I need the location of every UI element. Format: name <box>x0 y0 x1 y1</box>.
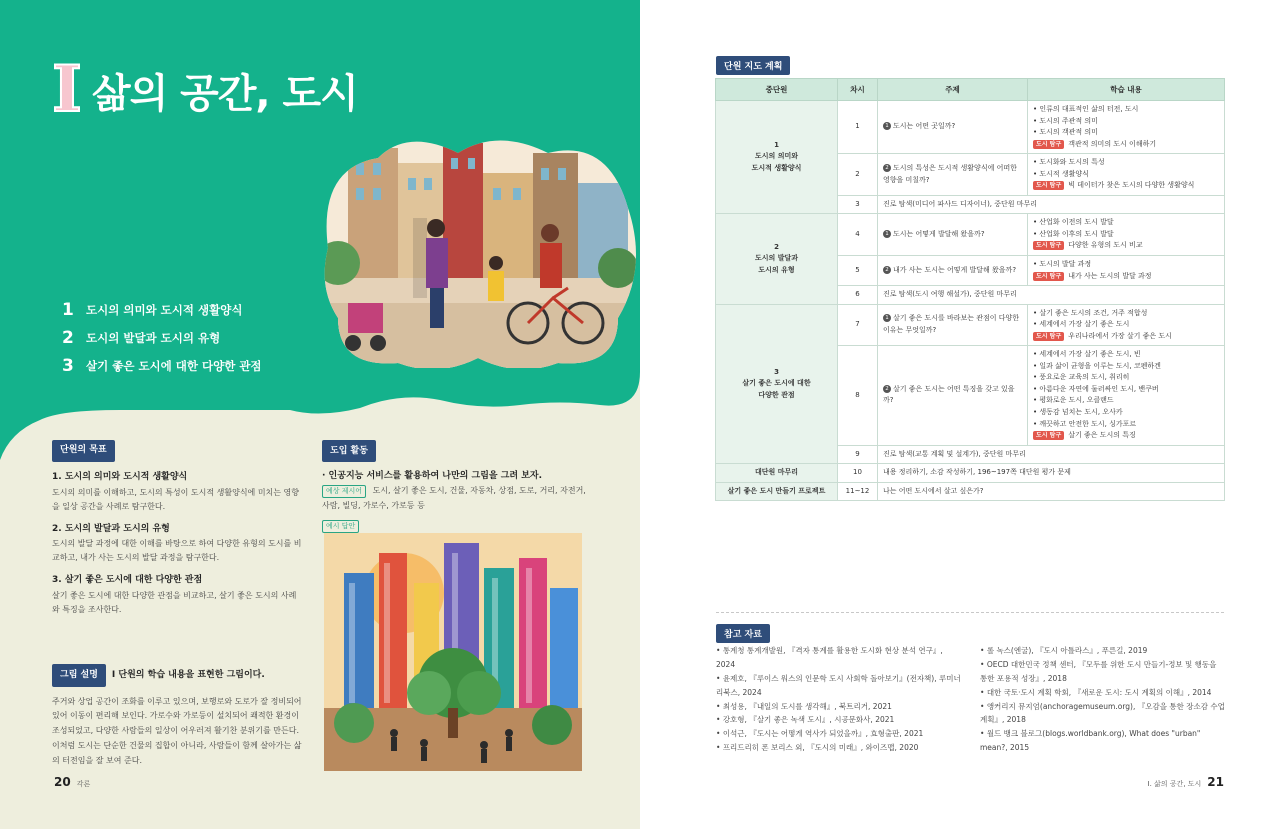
reference-item: • 프리드리히 폰 보리스 외, 『도시의 미래』, 와이즈맵, 2020 <box>716 741 962 755</box>
content-line: • 일과 삶이 균형을 이루는 도시, 코펜하겐 <box>1033 361 1161 370</box>
chapter-label: 도시의 발달과 도시의 유형 <box>86 331 221 345</box>
span-cell: 나는 어떤 도시에서 살고 싶은가? <box>878 482 1225 501</box>
chapter-label: 도시의 의미와 도시적 생활양식 <box>86 303 243 317</box>
explore-text: 살기 좋은 도시의 특징 <box>1068 431 1136 440</box>
unit-name-cell <box>716 304 838 464</box>
plan-tag: 단원 지도 계획 <box>716 56 790 75</box>
topic-text: 내가 사는 도시는 어떻게 발달해 왔을까? <box>893 265 1017 274</box>
right-page <box>640 0 1280 829</box>
content-line: • 생동감 넘치는 도시, 오사카 <box>1033 408 1123 417</box>
chapter-list <box>62 300 262 384</box>
section-divider <box>716 612 1224 613</box>
table-header: 주제 <box>878 79 1028 101</box>
reference-item: • OECD 대한민국 정책 센터, 『모두를 위한 도시 만들기-정보 및 행동을 통한 포용적 성장』, 2018 <box>980 658 1226 686</box>
unit-name-line: 도시의 발달과 <box>754 254 798 263</box>
period-cell: 9 <box>838 445 878 464</box>
content-line: • 세계에서 가장 살기 좋은 도시, 빈 <box>1033 350 1141 359</box>
question-number-icon: 1 <box>883 314 891 322</box>
page-label: I. 삶의 공간, 도시 <box>1147 780 1202 788</box>
span-cell: 진로 탐색(도시 여행 해설가), 중단원 마무리 <box>878 286 1225 305</box>
answer-tag: 예시 답안 <box>322 520 359 533</box>
unit-title-text: 삶의 공간, 도시 <box>91 70 358 117</box>
explore-badge: 도시 탐구 <box>1033 332 1064 341</box>
explore-text: 빅 데이터가 찾은 도시의 다양한 생활양식 <box>1068 181 1195 190</box>
table-row <box>716 214 1225 256</box>
period-cell: 7 <box>838 304 878 346</box>
explore-text: 우리나라에서 가장 살기 좋은 도시 <box>1068 331 1172 340</box>
topic-text: 살기 좋은 도시를 바라보는 관점이 다양한 이유는 무엇일까? <box>883 314 1020 334</box>
content-line: • 도시의 발달 과정 <box>1033 260 1092 269</box>
reference-item: • 윤제호, 『루이스 워스의 인문학 도시 사회학 돌아보기』(전자책), 루미너리북스, 2024 <box>716 672 962 700</box>
content-cell <box>1028 154 1225 196</box>
reference-item: • 앵커리지 뮤지엄(anchoragemuseum.org), 『오감을 통한 장소감 수업 계획』, 2018 <box>980 700 1226 728</box>
topic-cell <box>878 346 1028 445</box>
unit-name-line: 2 <box>774 242 779 251</box>
explore-badge: 도시 탐구 <box>1033 241 1064 250</box>
reference-item: • 월드 뱅크 블로그(blogs.worldbank.org), What does "urban" mean?, 2015 <box>980 727 1226 755</box>
period-cell: 4 <box>838 214 878 256</box>
table-header: 중단원 <box>716 79 838 101</box>
goals-tag: 단원의 목표 <box>52 440 115 462</box>
table-row <box>716 464 1225 483</box>
unit-name-line: 도시의 유형 <box>758 265 795 274</box>
keyword-tag: 예상 제시어 <box>322 485 366 498</box>
content-line: • 풍요로운 교육의 도시, 취리히 <box>1033 373 1130 382</box>
explore-badge: 도시 탐구 <box>1033 431 1064 440</box>
unit-name-line: 살기 좋은 도시에 대한 <box>742 379 811 388</box>
unit-name-cell <box>716 214 838 304</box>
page-number-right <box>1148 775 1224 789</box>
table-header: 학습 내용 <box>1028 79 1225 101</box>
unit-name-line: 도시적 생활양식 <box>751 163 802 172</box>
goal-title: 2. 도시의 발달과 도시의 유형 <box>52 523 170 534</box>
goal-body: 도시의 의미를 이해하고, 도시의 특성이 도시적 생활양식에 미치는 영향을 일상 공간을 사례로 탐구한다. <box>52 487 299 511</box>
table-row <box>716 482 1225 501</box>
chapter-number: 1 <box>62 300 74 320</box>
ai-city-image <box>324 533 582 771</box>
figure-description <box>52 664 302 769</box>
chapter-number: 3 <box>62 356 74 376</box>
topic-cell <box>878 101 1028 154</box>
chapter-item[interactable] <box>62 300 262 320</box>
chapter-item[interactable] <box>62 328 262 348</box>
content-line: • 아름다운 자연에 둘러싸인 도시, 밴쿠버 <box>1033 384 1159 393</box>
unit-name-cell <box>716 101 838 214</box>
content-line: • 산업화 이후의 도시 발달 <box>1033 229 1114 238</box>
content-cell <box>1028 256 1225 286</box>
question-number-icon: 1 <box>883 230 891 238</box>
reference-list-right <box>980 644 1226 755</box>
content-line: • 인류의 대표적인 삶의 터전, 도시 <box>1033 105 1139 113</box>
unit-plan-table <box>715 78 1225 501</box>
explore-text: 객관적 의미의 도시 이해하기 <box>1068 139 1157 148</box>
period-cell: 8 <box>838 346 878 445</box>
explore-text: 다양한 유형의 도시 비교 <box>1068 241 1143 250</box>
topic-text: 도시의 특성은 도시적 생활양식에 어떠한 영향을 미칠까? <box>883 163 1017 184</box>
topic-text: 살기 좋은 도시는 어떤 특징을 갖고 있을까? <box>883 384 1015 405</box>
content-line: • 도시적 생활양식 <box>1033 169 1089 178</box>
period-cell: 11~12 <box>838 482 878 501</box>
content-line: • 산업화 이전의 도시 발달 <box>1033 218 1114 227</box>
content-line: • 도시화와 도시의 특성 <box>1033 158 1105 167</box>
page-number-value: 20 <box>54 775 71 789</box>
content-line: • 도시의 객관적 의미 <box>1033 128 1098 137</box>
page-number-left <box>54 775 90 789</box>
content-line: • 살기 좋은 도시의 조건, 거주 적합성 <box>1033 308 1148 317</box>
reference-item: • 최성용, 『내일의 도시를 생각해』, 북트리거, 2021 <box>716 700 962 714</box>
figure-tag: 그림 설명 <box>52 664 106 687</box>
reference-item: • 통계청 통계개발원, 『격자 통계를 활용한 도시화 현상 분석 연구』, 2024 <box>716 644 962 672</box>
table-header-row <box>716 79 1225 101</box>
reference-list-left <box>716 644 962 755</box>
goal-title: 3. 살기 좋은 도시에 대한 다양한 관점 <box>52 575 203 586</box>
goal-title: 1. 도시의 의미와 도시적 생활양식 <box>52 471 188 482</box>
figure-caption: I 단원의 학습 내용을 표현한 그림이다. <box>111 670 265 680</box>
topic-cell <box>878 154 1028 196</box>
table-header: 차시 <box>838 79 878 101</box>
table-row <box>716 304 1225 346</box>
explore-badge: 도시 탐구 <box>1033 140 1064 149</box>
explore-text: 내가 사는 도시의 발달 과정 <box>1068 271 1152 280</box>
references <box>716 644 1226 755</box>
figure-body: 주거와 상업 공간이 조화를 이루고 있으며, 보행로와 도로가 잘 정비되어 있어 이동이 편리해 보인다. 가로수와 가로등이 설치되어 쾌적한 환경이 조성되었고, 다양한 사람들의 일상이 어우러져 활기찬 분위기를 만든다. 이처럼 도시는 단순한 건물의 집합이 아니라, 사람들이 함께 살아가는 삶의 터전임을 잘 보여 준다. <box>52 696 302 765</box>
period-cell: 5 <box>838 256 878 286</box>
topic-cell <box>878 304 1028 346</box>
intro-bullet: · 인공지능 서비스를 활용하여 나만의 그림을 그려 보자. <box>322 471 543 482</box>
period-cell: 2 <box>838 154 878 196</box>
period-cell: 1 <box>838 101 878 154</box>
content-cell <box>1028 101 1225 154</box>
question-number-icon: 2 <box>883 164 891 172</box>
content-line: • 세계에서 가장 살기 좋은 도시 <box>1033 320 1130 329</box>
content-cell <box>1028 214 1225 256</box>
unit-name-cell: 살기 좋은 도시 만들기 프로젝트 <box>716 482 838 501</box>
unit-name-line: 3 <box>774 367 779 376</box>
reference-item: • 대한 국토·도시 계획 학회, 『새로운 도시: 도시 계획의 이해』, 2014 <box>980 686 1226 700</box>
question-number-icon: 2 <box>883 385 891 393</box>
question-number-icon: 2 <box>883 266 891 274</box>
keyword-list: 도시, 살기 좋은 도시, 건물, 자동차, 상점, 도로, 거리, 자전거, 사람, 빌딩, 가로수, 가로등 등 <box>322 486 586 510</box>
topic-cell <box>878 214 1028 256</box>
span-cell: 진로 탐색(미디어 파사드 디자이너), 중단원 마무리 <box>878 195 1225 214</box>
content-cell <box>1028 346 1225 445</box>
content-cell <box>1028 304 1225 346</box>
content-line: • 평화로운 도시, 오클랜드 <box>1033 396 1114 405</box>
unit-name-line: 도시의 의미와 <box>754 152 798 161</box>
question-number-icon: 1 <box>883 122 891 130</box>
chapter-number: 2 <box>62 328 74 348</box>
unit-title <box>52 52 358 127</box>
content-line: • 도시의 주관적 의미 <box>1033 116 1098 125</box>
chapter-item[interactable] <box>62 356 262 376</box>
unit-goals <box>52 440 302 617</box>
page-number-value: 21 <box>1207 775 1224 789</box>
references-tag: 참고 자료 <box>716 624 770 643</box>
reference-item: • 이석근, 『도시는 어떻게 역사가 되었을까』, 효형출판, 2021 <box>716 727 962 741</box>
reference-item: • 강호형, 『살기 좋은 녹색 도시』, 시공문화사, 2021 <box>716 713 962 727</box>
intro-activity <box>322 440 587 534</box>
unit-name-line: 1 <box>774 140 779 149</box>
unit-name-line: 다양한 관점 <box>758 390 795 399</box>
unit-numeral: I <box>52 52 82 127</box>
chapter-label: 살기 좋은 도시에 대한 다양한 관점 <box>86 359 262 373</box>
goal-body: 살기 좋은 도시에 대한 다양한 관점을 비교하고, 살기 좋은 도시의 사례와 특징을 조사한다. <box>52 591 297 614</box>
city-street-illustration <box>318 128 640 368</box>
explore-badge: 도시 탐구 <box>1033 272 1064 281</box>
table-row <box>716 101 1225 154</box>
period-cell: 10 <box>838 464 878 483</box>
explore-badge: 도시 탐구 <box>1033 181 1064 190</box>
page-label: 각론 <box>76 780 91 788</box>
topic-cell <box>878 256 1028 286</box>
content-line: • 깨끗하고 안전한 도시, 싱가포르 <box>1033 419 1137 428</box>
goal-body: 도시의 발달 과정에 대한 이해를 바탕으로 하여 다양한 유형의 도시를 비교하고, 내가 사는 도시의 발달 과정을 탐구한다. <box>52 539 302 563</box>
intro-tag: 도입 활동 <box>322 440 376 462</box>
reference-item: • 롤 녹스(엔굴), 『도시 아틀라스』, 푸른길, 2019 <box>980 644 1226 658</box>
span-cell: 내용 정리하기, 소감 작성하기, 196~197쪽 대단원 평가 문제 <box>878 464 1225 483</box>
period-cell: 3 <box>838 195 878 214</box>
unit-name-cell: 대단원 마무리 <box>716 464 838 483</box>
topic-text: 도시는 어떻게 발달해 왔을까? <box>893 229 985 238</box>
span-cell: 진로 탐색(교통 계획 및 설계가), 중단원 마무리 <box>878 445 1225 464</box>
period-cell: 6 <box>838 286 878 305</box>
topic-text: 도시는 어떤 곳일까? <box>893 122 956 131</box>
